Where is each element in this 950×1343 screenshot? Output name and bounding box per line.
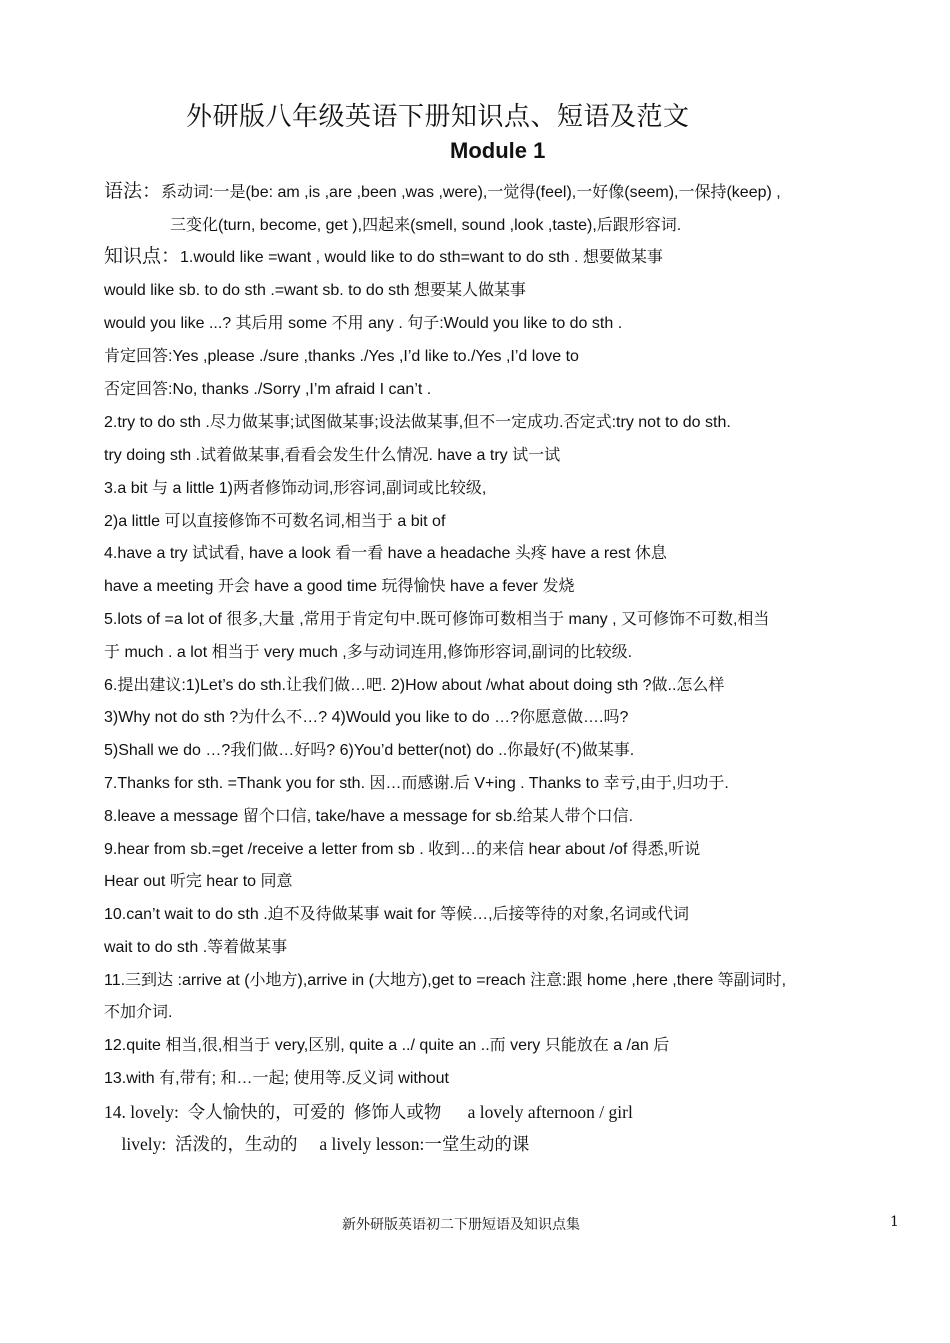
grammar-line-1 [104,180,781,204]
text-line: 10.can’t wait to do sth .迫不及待做某事 wait for 等候…,后接等待的对象,名词或代词 [104,906,690,923]
item-14-line-1: 14. lovely: 令人愉快的，可爱的 修饰人或物 a lovely afternoon / girl [104,1102,633,1122]
text-line: try doing sth .试着做某事,看看会发生什么情况. have a try 试一试 [104,447,561,464]
module-heading: Module 1 [450,138,546,163]
text-line: 13.with 有,带有; 和…一起; 使用等.反义词 without [104,1070,449,1087]
text-line: 6.提出建议:1)Let’s do sth.让我们做…吧. 2)How about /what about doing sth ?做..怎么样 [104,677,725,694]
grammar-line-2: 三变化(turn, become, get ),四起来(smell, sound ,look ,taste),后跟形容词. [170,217,682,234]
text-line: 于 much . a lot 相当于 very much ,多与动词连用,修饰形容词,副词的比较级. [104,644,633,661]
text-line: 4.have a try 试试看, have a look 看一看 have a headache 头疼 have a rest 休息 [104,545,667,562]
text-line: would you like ...? 其后用 some 不用 any . 句子:Would you like to do sth . [104,315,623,332]
page-title: 外研版八年级英语下册知识点、短语及范文 [186,102,690,132]
text-line: 8.leave a message 留个口信, take/have a message for sb.给某人带个口信. [104,808,634,825]
text-line: 肯定回答:Yes ,please ./sure ,thanks ./Yes ,I’d like to./Yes ,I’d love to [104,348,579,365]
points-line-1 [104,245,663,269]
page-number: 1 [890,1214,899,1230]
points-label: 知识点： [104,245,181,267]
text-line: 7.Thanks for sth. =Thank you for sth. 因…而感谢.后 V+ing . Thanks to 幸亏,由于,归功于. [104,775,729,792]
text-line: Hear out 听完 hear to 同意 [104,873,293,890]
points-text-1: 1.would like =want , would like to do sth=want to do sth . 想要做某事 [180,249,663,266]
text-line: would like sb. to do sth .=want sb. to do sth 想要某人做某事 [104,282,526,299]
text-line: 3.a bit 与 a little 1)两者修饰动词,形容词,副词或比较级, [104,480,487,497]
text-line: 否定回答:No, thanks ./Sorry ,I’m afraid I can’t . [104,381,432,398]
item-14-line-2: lively: 活泼的，生动的 a lively lesson:一堂生动的课 [104,1134,530,1154]
grammar-text-1: 系动词:一是(be: am ,is ,are ,been ,was ,were),一觉得(feel),一好像(seem),一保持(keep) , [161,184,781,201]
text-line: wait to do sth .等着做某事 [104,939,288,956]
grammar-label: 语法： [104,180,162,202]
text-line: 5)Shall we do …?我们做…好吗? 6)You’d better(not) do ..你最好(不)做某事. [104,742,635,759]
text-line: 2)a little 可以直接修饰不可数名词,相当于 a bit of [104,513,446,530]
text-line: 11.三到达 :arrive at (小地方),arrive in (大地方),get to =reach 注意:跟 home ,here ,there 等副词时, [104,972,787,989]
text-line: 不加介词. [104,1004,173,1021]
text-line: have a meeting 开会 have a good time 玩得愉快 have a fever 发烧 [104,578,575,595]
text-line: 12.quite 相当,很,相当于 very,区别, quite a ../ quite an ..而 very 只能放在 a /an 后 [104,1037,670,1054]
text-line: 2.try to do sth .尽力做某事;试图做某事;设法做某事,但不一定成功.否定式:try not to do sth. [104,414,731,431]
footer-text: 新外研版英语初二下册短语及知识点集 [342,1217,580,1233]
text-line: 3)Why not do sth ?为什么不…? 4)Would you like to do …?你愿意做….吗? [104,709,629,726]
text-line: 9.hear from sb.=get /receive a letter from sb . 收到…的来信 hear about /of 得悉,听说 [104,841,701,858]
text-line: 5.lots of =a lot of 很多,大量 ,常用于肯定句中.既可修饰可数相当于 many , 又可修饰不可数,相当 [104,611,770,628]
